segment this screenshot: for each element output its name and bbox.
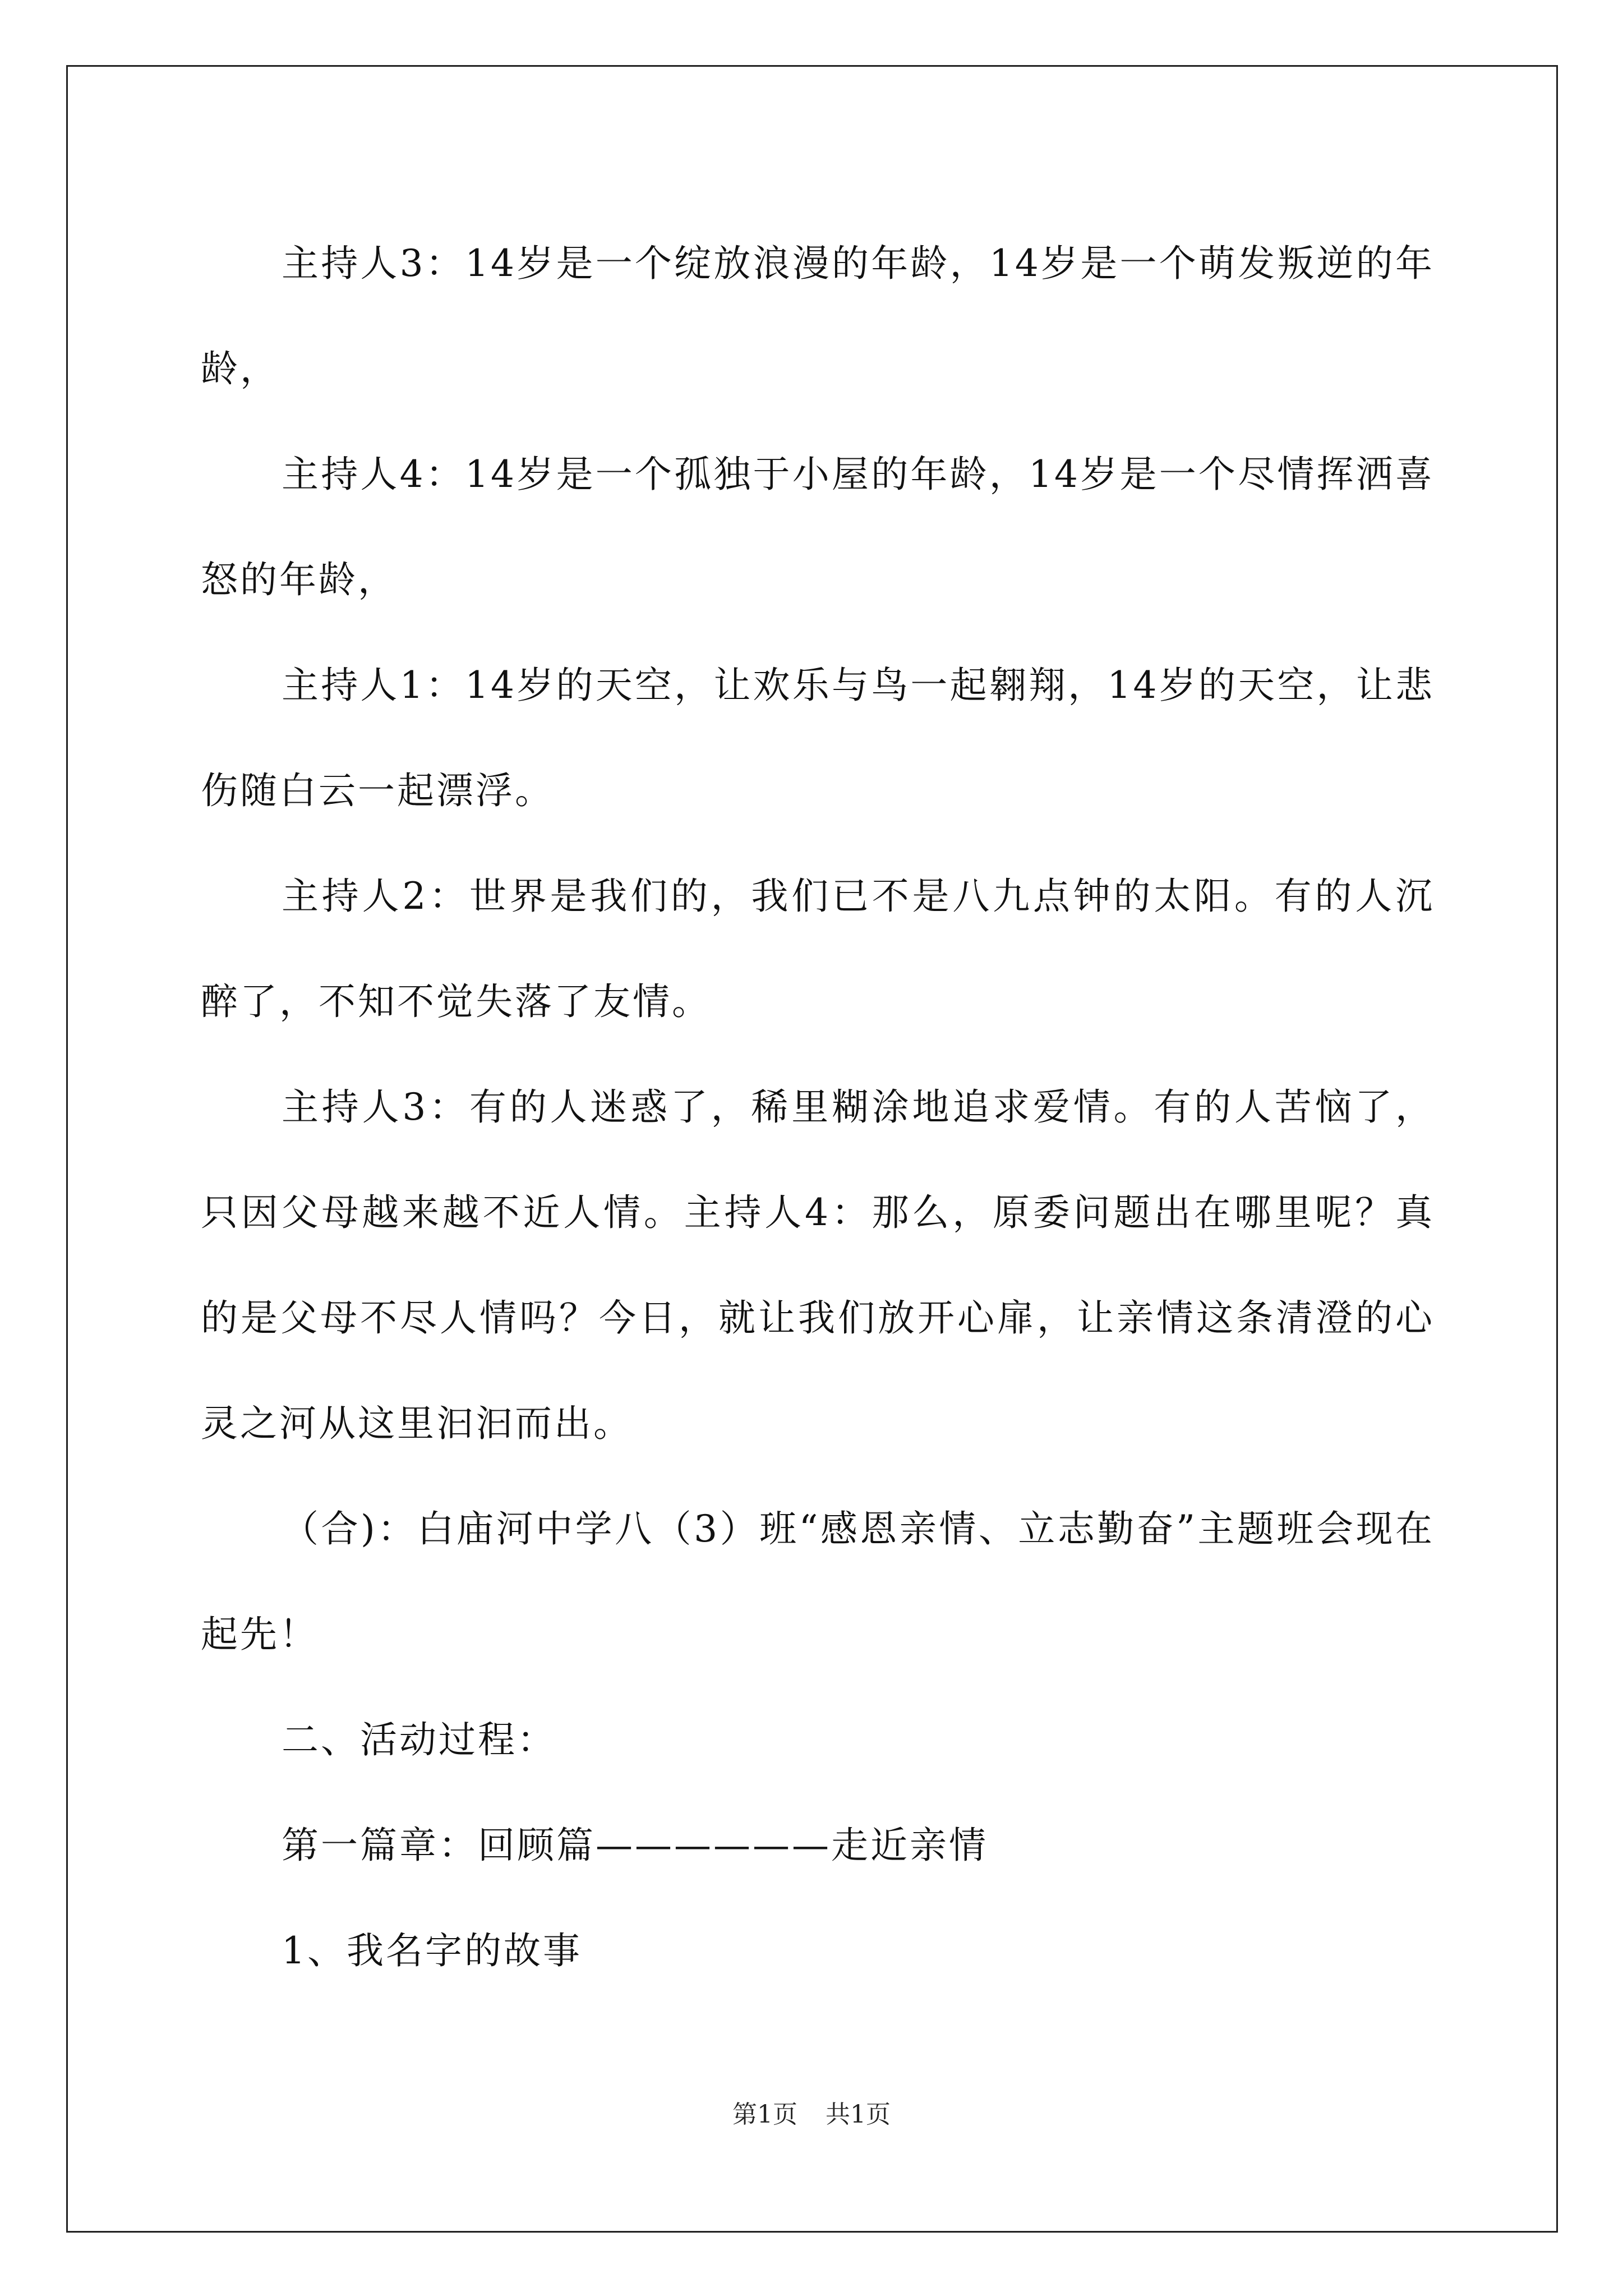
- section-heading-activity-process: 二、活动过程：: [282, 1718, 556, 1761]
- chapter-heading-review: 第一篇章：回顾篇——————走近亲情: [282, 1824, 988, 1867]
- paragraph-host2-world: 主持人2：世界是我们的，我们已不是八九点钟的太阳。有的人沉醉了，不知不觉失落了友情。: [201, 875, 1435, 1023]
- paragraph-host4-opening: 主持人4：14岁是一个孤独于小屋的年龄，14岁是一个尽情挥洒喜怒的年龄，: [201, 453, 1435, 601]
- page-footer: [0, 2098, 1623, 2132]
- paragraph-host1-sky: 主持人1：14岁的天空，让欢乐与鸟一起翱翔，14岁的天空，让悲伤随白云一起漂浮。: [201, 664, 1435, 812]
- list-item-name-story: 1、我名字的故事: [282, 1929, 582, 1972]
- page-number-total: 共1页: [826, 2100, 891, 2129]
- paragraph-host3-opening: 主持人3：14岁是一个绽放浪漫的年龄，14岁是一个萌发叛逆的年龄，: [201, 242, 1435, 390]
- document-body: [201, 211, 1435, 2004]
- paragraph-host3-host4-family: 主持人3：有的人迷惑了，稀里糊涂地追求爱情。有的人苦恼了，只因父母越来越不近人情。主持人4：那么，原委问题出在哪里呢？真的是父母不尽人情吗？今日，就让我们放开心扉，让亲情这条清澄的心灵之河从这里汩汩而出。: [201, 1085, 1435, 1445]
- page-number-current: 第1页: [732, 2100, 797, 2129]
- paragraph-meeting-start: （合)：白庙河中学八（3）班“感恩亲情、立志勤奋”主题班会现在起先！: [201, 1507, 1435, 1656]
